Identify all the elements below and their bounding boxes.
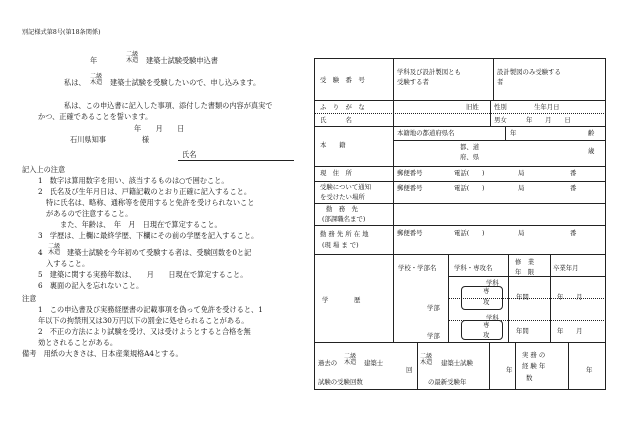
note-5: 5 建築に関する実務年数は、 月 日現在で算定すること。 xyxy=(38,270,248,279)
note-6: 6 裏面の記入を忘れないこと。 xyxy=(38,281,144,290)
applicant-name-label: 氏名 xyxy=(182,150,197,159)
addressee: 石川県知事 様 xyxy=(70,135,150,144)
workplace-field[interactable] xyxy=(397,210,597,220)
name-label: 氏 名 xyxy=(320,116,352,124)
school-header: 学校・学部名 xyxy=(398,264,437,272)
domicile-pref-label: 本籍地の都道府県名 xyxy=(397,129,455,137)
furigana-label: ふ り が な xyxy=(320,103,365,111)
maiden-name-label: 旧姓 xyxy=(466,103,479,111)
graduation-header: 卒業年月 xyxy=(553,264,579,272)
exam-number-label: 受 験 番 号 xyxy=(320,76,365,84)
domicile-label: 本 籍 xyxy=(320,141,346,149)
remarks: 備考 用紙の大きさは、日本産業規格A4とする。 xyxy=(22,349,183,358)
application-date: 年 月 日 xyxy=(134,124,185,133)
dob-label: 生年月日 xyxy=(534,103,560,111)
gender-field[interactable]: 男女 xyxy=(494,116,507,124)
latest-exam-year-field[interactable]: 年 xyxy=(506,366,513,374)
past-attempts-field[interactable]: 回 xyxy=(406,366,413,374)
experience-years-field[interactable]: 年 xyxy=(586,366,593,374)
applicant-name-line[interactable] xyxy=(178,160,294,161)
age-unit: 歳 xyxy=(588,147,595,155)
dob-field[interactable]: 年 月 日 xyxy=(526,116,571,124)
notes-title: 記入上の注意 xyxy=(22,165,66,174)
gender-label: 性別 xyxy=(494,103,507,111)
address-label: 現 住 所 xyxy=(320,169,352,177)
education-label: 学 歴 xyxy=(322,296,361,304)
caution-title: 注意 xyxy=(22,294,37,303)
form-id: 別記様式第8号(第18条関係) xyxy=(22,29,101,36)
major-header: 学科・専攻名 xyxy=(454,264,493,272)
